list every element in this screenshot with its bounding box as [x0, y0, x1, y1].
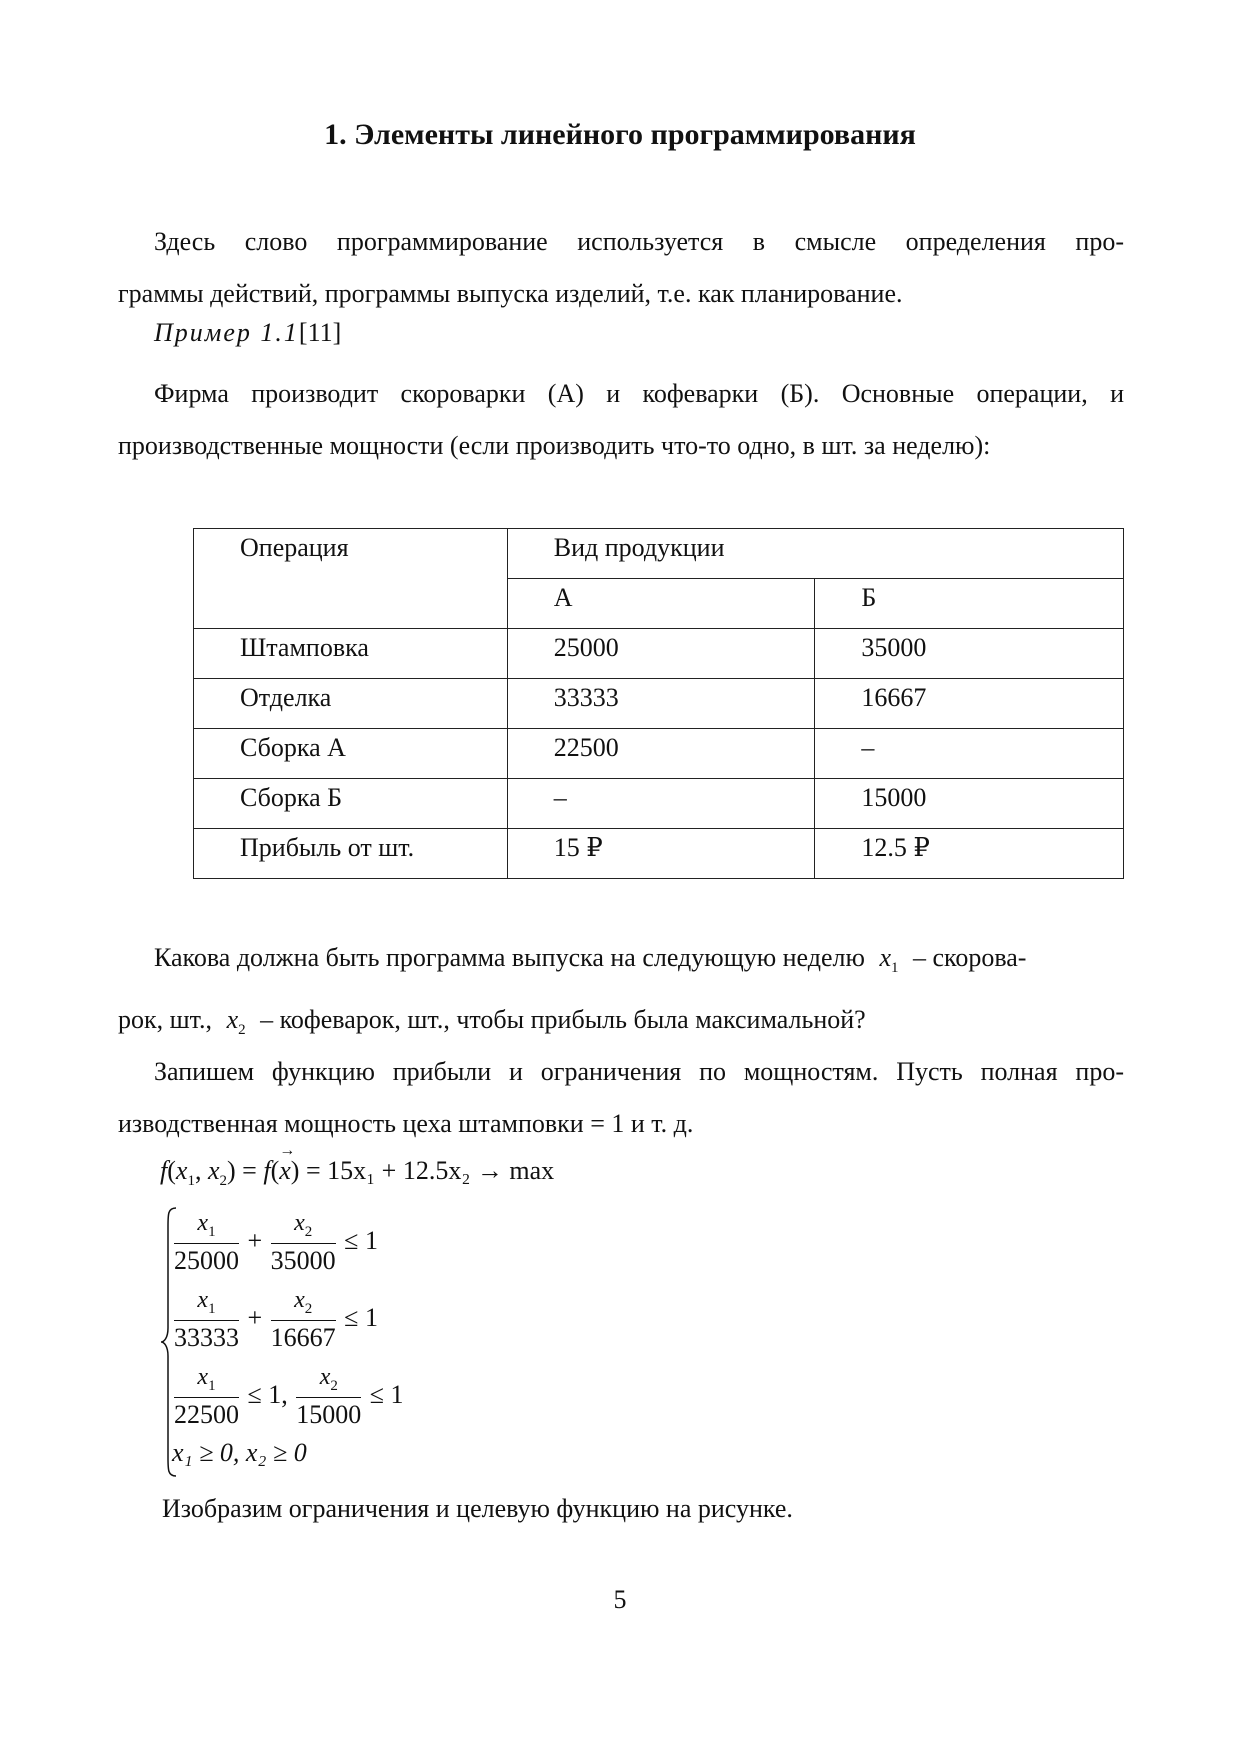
fraction: $\frac{x_2}{16667}$ [270, 1287, 336, 1352]
table-row [194, 679, 1124, 729]
row-value-a: 15 ₽ [507, 829, 815, 879]
table-row [194, 779, 1124, 829]
constraint-3: $\frac{x_1}{22500}$ ≤ 1, $\frac{x_2}{15000}$ ≤ 1 [174, 1364, 404, 1429]
header-product-type: Вид продукции [507, 529, 1123, 579]
var-x2: $x_2$ [226, 1005, 246, 1039]
row-value-a: 25000 [507, 629, 815, 679]
intro-paragraph [118, 216, 1124, 320]
conclusion-line: Изобразим ограничения и целевую функцию на рисунке. [162, 1494, 793, 1523]
row-value-b: 15000 [815, 779, 1124, 829]
question-text-4: – кофеварок, шт., чтобы прибыль была максимальной? [260, 1005, 866, 1035]
constraint-1: $\frac{x_1}{25000}$ + $\frac{x_2}{35000}$ ≤ 1 [174, 1210, 378, 1275]
fraction: $\frac{x_1}{25000}$ [174, 1210, 239, 1275]
problem-line-2: производственные мощности (если производить что-то одно, в шт. за неделю): [118, 431, 991, 460]
constraint-2: $\frac{x_1}{33333}$ + $\frac{x_2}{16667}$ ≤ 1 [174, 1287, 378, 1352]
example-reference: [11] [298, 318, 342, 347]
table-row [194, 729, 1124, 779]
setup-paragraph [118, 1046, 1124, 1150]
row-value-b: 16667 [815, 679, 1124, 729]
row-value-a: – [507, 779, 815, 829]
problem-paragraph [118, 368, 1124, 472]
example-title: Пример 1.1 [154, 318, 299, 347]
question-text-3: рок, шт., [118, 1005, 213, 1035]
row-operation: Отделка [194, 679, 508, 729]
intro-line-2: граммы действий, программы выпуска изделий, т.е. как планирование. [118, 279, 903, 308]
setup-line-2: изводственная мощность цеха штамповки = 1 и т. д. [118, 1109, 694, 1138]
fraction: $\frac{x_2}{15000}$ [296, 1364, 362, 1429]
question-line-1 [118, 932, 1124, 994]
row-operation: Прибыль от шт. [194, 829, 508, 879]
page-number: 5 [613, 1585, 627, 1614]
operations-table [193, 528, 1124, 879]
row-value-b: – [815, 729, 1124, 779]
setup-line-1: Запишем функцию прибыли и ограничения по мощностям. Пусть полная про- [154, 1057, 1124, 1086]
var-x1: $x_1$ [879, 943, 899, 977]
problem-line-1: Фирма производит скороварки (А) и кофеварки (Б). Основные операции, и [154, 379, 1124, 408]
objective-tail: = 15x₁ + 12.5x₂ → max [305, 1156, 555, 1185]
header-product-b: Б [815, 579, 1124, 629]
intro-line-1: Здесь слово программирование используется в смысле определения про- [154, 227, 1124, 256]
row-value-a: 22500 [507, 729, 815, 779]
row-value-b: 35000 [815, 629, 1124, 679]
row-operation: Сборка Б [194, 779, 508, 829]
row-operation: Штамповка [194, 629, 508, 679]
question-paragraph [118, 932, 1124, 1056]
row-value-b: 12.5 ₽ [815, 829, 1124, 879]
row-operation: Сборка А [194, 729, 508, 779]
fraction: $\frac{x_2}{35000}$ [270, 1210, 336, 1275]
question-text-2: – скорова- [912, 943, 1027, 972]
row-value-a: 33333 [507, 679, 815, 729]
nonnegativity-constraint: x₁ ≥ 0, x₂ ≥ 0 [172, 1438, 307, 1467]
table-row [194, 629, 1124, 679]
header-product-a: А [507, 579, 815, 629]
fraction: $\frac{x_1}{33333}$ [174, 1287, 239, 1352]
table-row [194, 829, 1124, 879]
fraction: $\frac{x_1}{22500}$ [174, 1364, 239, 1429]
section-heading: 1. Элементы линейного программирования [324, 118, 916, 151]
header-operation: Операция [194, 529, 508, 629]
objective-function: $f(x_1$, $x_2) = f(x$ → ) = 15x₁ + 12.5x₂ → max [160, 1142, 555, 1190]
question-text-1: Какова должна быть программа выпуска на следующую неделю [154, 943, 865, 972]
example-label [154, 318, 341, 348]
